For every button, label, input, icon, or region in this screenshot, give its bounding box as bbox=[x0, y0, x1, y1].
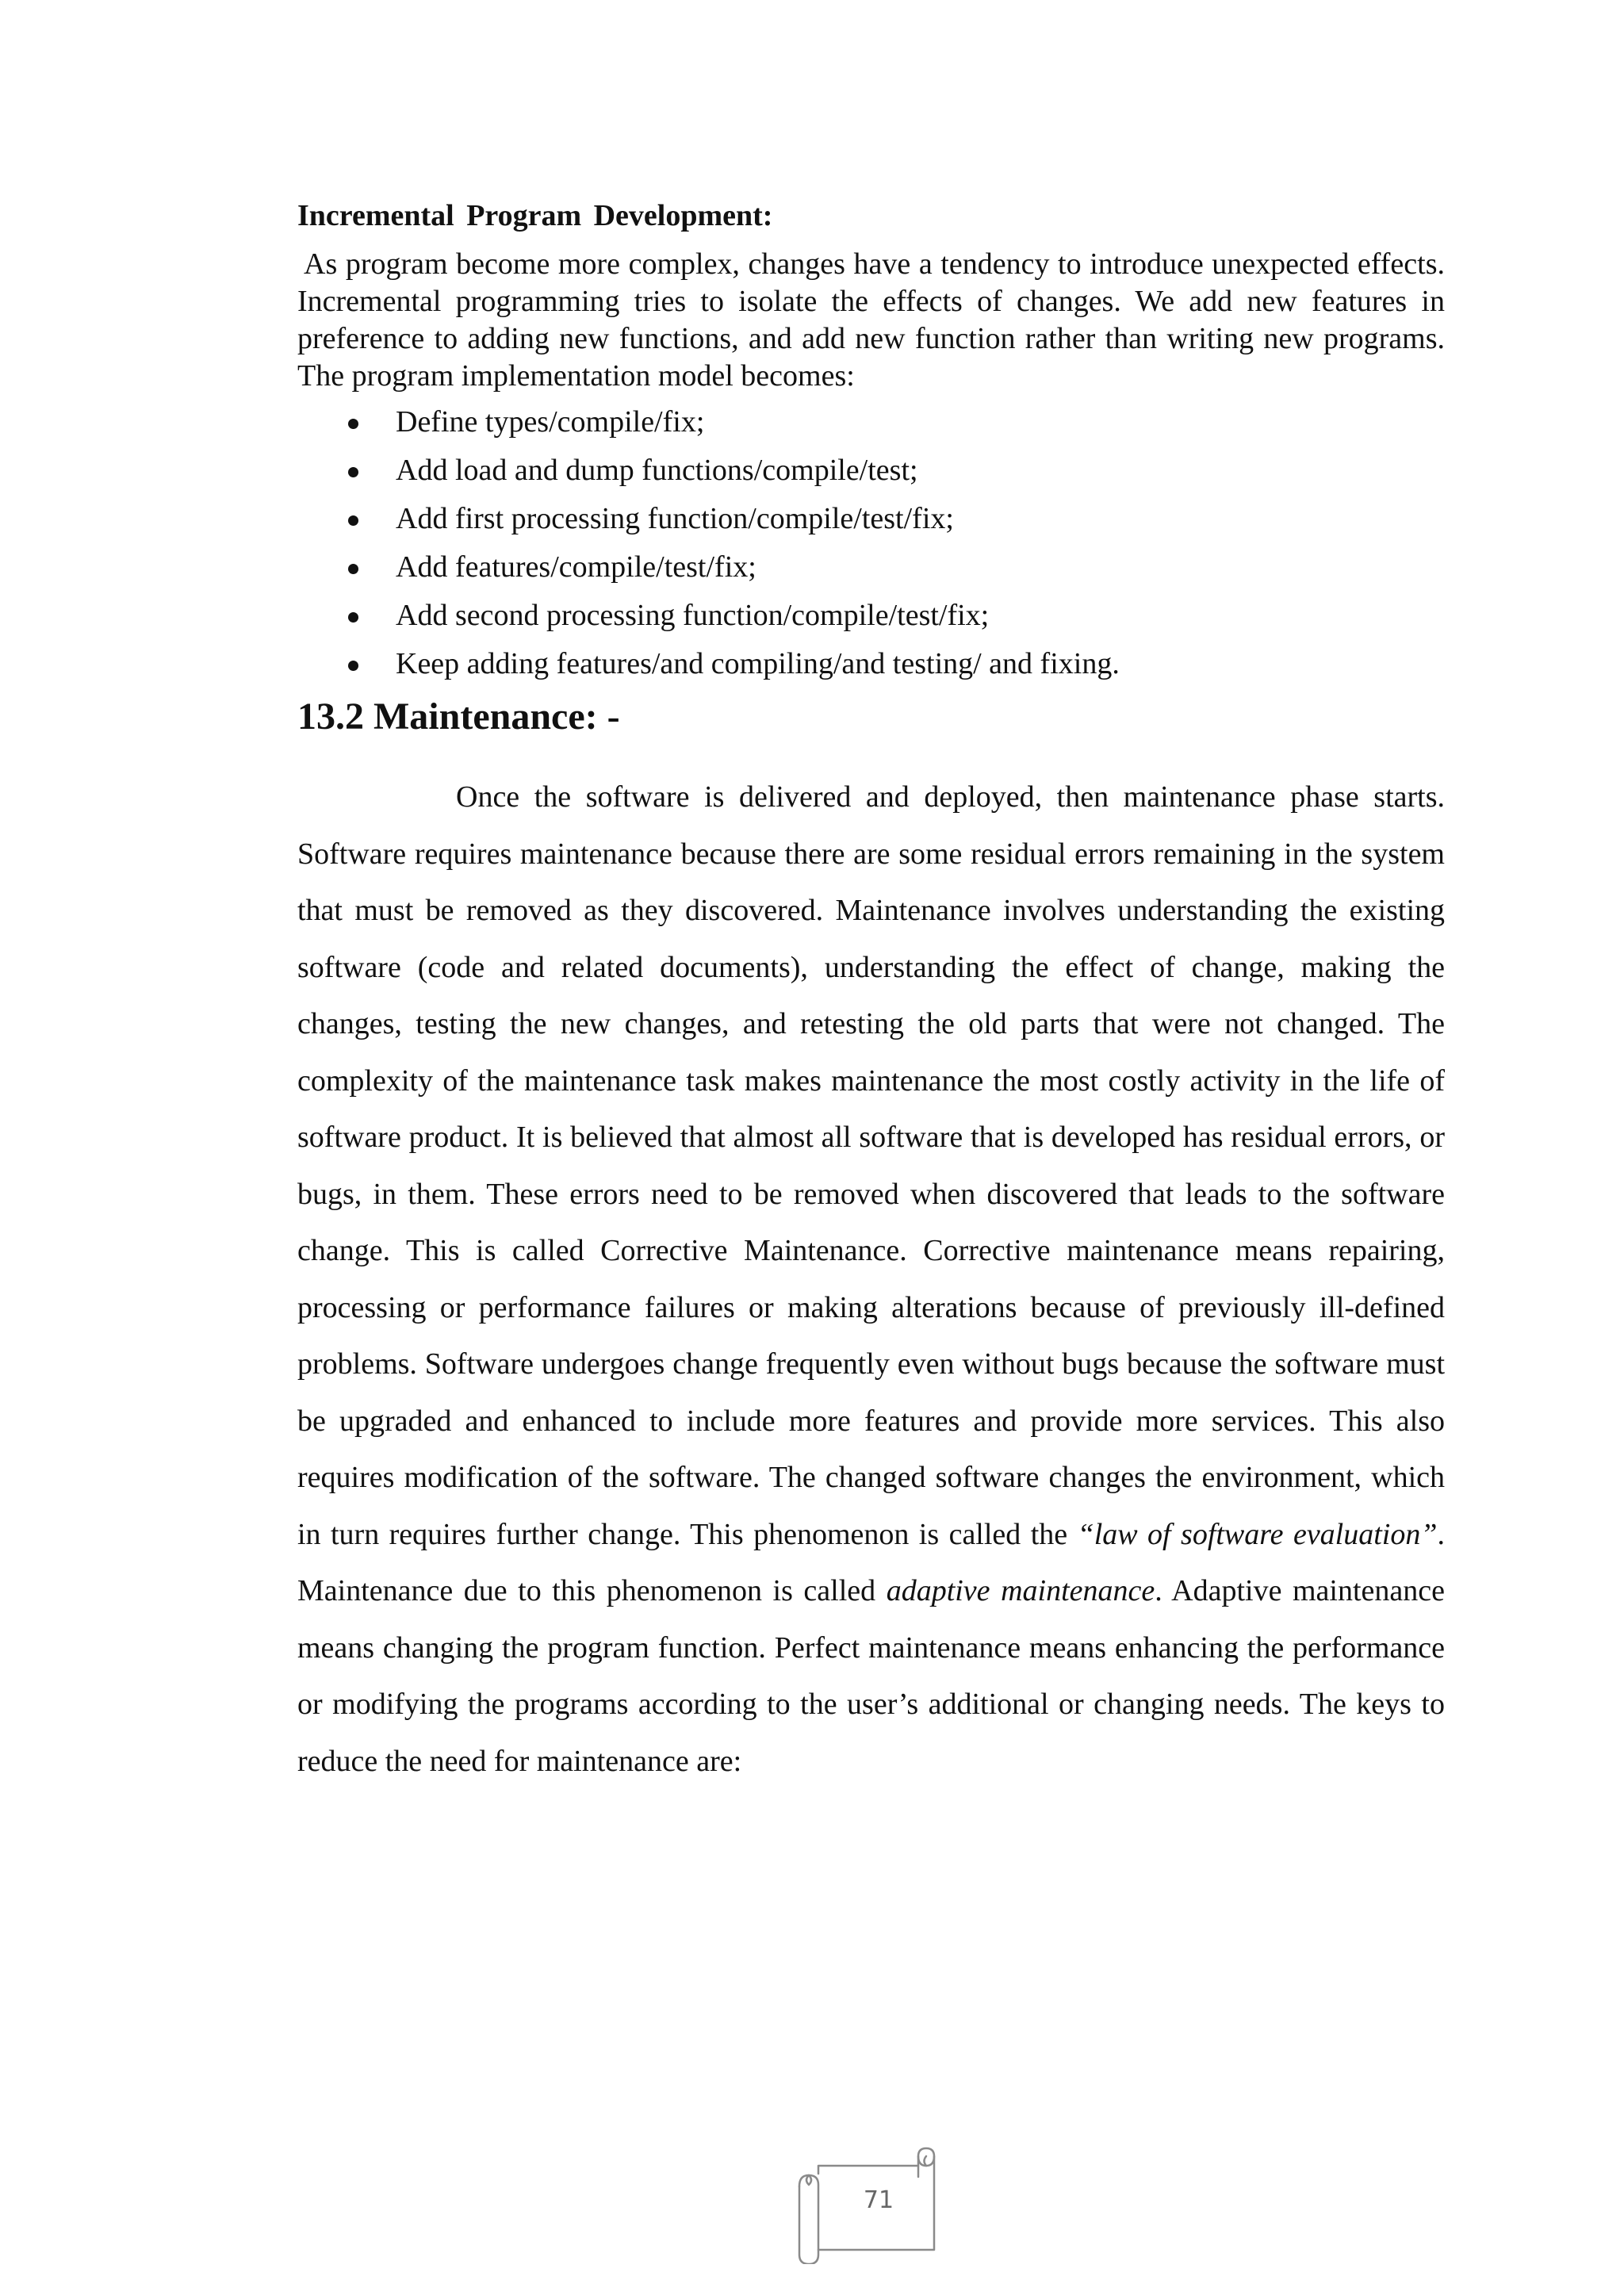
page-content bbox=[297, 192, 1445, 1790]
maintenance-text-part1: Once the software is delivered and deployed, then maintenance phase starts. Software requires maintenance because there are some residual errors remaining in the system that must be removed as they discovered. Maintenance involves understanding the existing software (code and related documents), understanding the effect of change, making the changes, testing the new changes, and retesting the old parts that were not changed. The complexity of the maintenance task makes maintenance the most costly activity in the life of software product. It is believed that almost all software that is developed has residual errors, or bugs, in them. These errors need to be removed when discovered that leads to the software change. This is called Corrective Maintenance. Corrective maintenance means repairing, processing or performance failures or making alterations because of previously ill-defined problems. Software undergoes change frequently even without bugs because the software must be upgraded and enhanced to include more features and provide more services. This also requires modification of the software. The changed software changes the environment, which in turn requires further change. This phenomenon is called the bbox=[297, 780, 1445, 1551]
list-item: Define types/compile/fix; bbox=[348, 398, 1445, 446]
adaptive-maintenance-term: adaptive maintenance bbox=[886, 1574, 1155, 1607]
list-item: Add features/compile/test/fix; bbox=[348, 543, 1445, 592]
maintenance-text-part3: . Adaptive maintenance means changing the program function. Perfect maintenance means enhancing the performance or modifying the programs according to the user’s additional or changing needs. The keys to reduce the need for maintenance are: bbox=[297, 1574, 1446, 1778]
maintenance-paragraph bbox=[297, 769, 1445, 1790]
list-item: Add first processing function/compile/test/fix; bbox=[348, 495, 1445, 543]
maintenance-heading: 13.2 Maintenance: - bbox=[297, 695, 620, 738]
list-item: Keep adding features/and compiling/and testing/ and fixing. bbox=[348, 640, 1445, 688]
law-of-software-evaluation-quote: “law of software evaluation” bbox=[1077, 1517, 1438, 1551]
page-number-scroll bbox=[785, 2145, 944, 2264]
list-item: Add load and dump functions/compile/test; bbox=[348, 446, 1445, 495]
page-number: 71 bbox=[863, 2186, 894, 2214]
bullet-icon bbox=[348, 661, 358, 671]
incremental-heading: Incremental Program Development: bbox=[297, 199, 773, 232]
bullet-icon bbox=[348, 515, 358, 526]
incremental-paragraph: As program become more complex, changes have a tendency to introduce unexpected effects. Incremental programming tries to isolate the effects of changes. We add new features in preference to adding new functions, and add new function rather than writing new programs. The program implementation model becomes: bbox=[297, 247, 1445, 393]
bullet-icon bbox=[348, 612, 358, 623]
maintenance-text-part2: . Maintenance due to this phenomenon is called bbox=[297, 1517, 1445, 1607]
list-item: Add second processing function/compile/test/fix; bbox=[348, 592, 1445, 640]
implementation-model-list bbox=[297, 398, 1445, 688]
bullet-icon bbox=[348, 467, 358, 477]
bullet-icon bbox=[348, 564, 358, 574]
bullet-icon bbox=[348, 419, 358, 429]
